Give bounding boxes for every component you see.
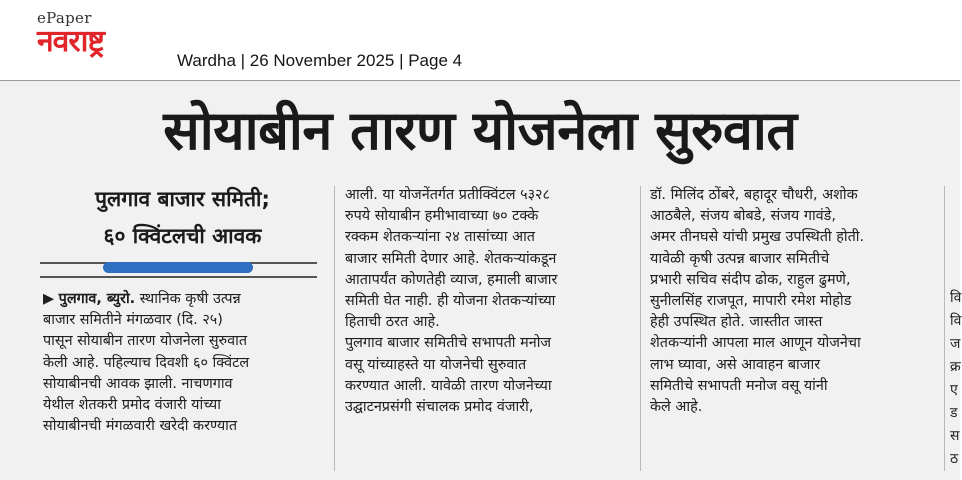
body-line: आली. या योजनेंतर्गत प्रतीक्विंटल ५३२८ — [345, 187, 551, 203]
fragment-glyph: वि — [950, 290, 962, 306]
body-line: प्रभारी सचिव संदीप ढोक, राहुल ढुमणे, — [650, 271, 851, 288]
article-column-1 — [43, 289, 328, 474]
body-line: समिती घेत नाही. ही योजना शेतकऱ्यांच्या — [345, 293, 556, 310]
body-line: येथील शेतकरी प्रमोद वंजारी यांच्या — [43, 397, 222, 414]
body-line: अमर तीनघसे यांची प्रमुख उपस्थिती होती. — [650, 229, 865, 246]
body-line: रुपये सोयाबीन हमीभावाच्या ७० टक्के — [345, 208, 539, 225]
fragment-glyph: ठ — [950, 451, 959, 467]
body-line — [43, 289, 328, 310]
fragment-glyph: स — [950, 428, 960, 444]
body-line: डॉ. मिलिंद ठोंबरे, बहादूर चौधरी, अशोक — [650, 187, 858, 203]
body-line: पासून सोयाबीन तारण योजनेला सुरुवात — [43, 333, 248, 350]
body-text: स्थानिक कृषी उत्पन्न — [135, 291, 241, 307]
body-line: रक्कम शेतकऱ्यांना २४ तासांच्या आत — [345, 229, 535, 246]
body-line: बाजार समिती देणार आहे. शेतकऱ्यांकडून — [345, 250, 557, 267]
fragment-glyph: वि — [950, 313, 962, 329]
fragment-glyph: ज — [950, 336, 961, 352]
subhead-rule — [40, 276, 317, 278]
edition-info: Wardha | 26 November 2025 | Page 4 — [177, 51, 463, 70]
body-line: सुनीलसिंह राजपूत, मापारी रमेश मोहोड — [650, 293, 852, 310]
fragment-glyph: ए — [950, 382, 958, 398]
fragment-glyph: क्र — [950, 359, 961, 375]
body-line: हेही उपस्थित होते. जास्तीत जास्त — [650, 314, 823, 331]
epaper-label: ePaper — [37, 9, 92, 27]
column-divider — [334, 186, 335, 471]
body-line: पुलगाव बाजार समितीचे सभापती मनोज — [345, 335, 552, 352]
epaper-header — [0, 0, 960, 81]
body-line: सोयाबीनची मंगळवारी खरेदी करण्यात — [43, 418, 238, 435]
body-line: उद्घाटनप्रसंगी संचालक प्रमोद वंजारी, — [345, 399, 534, 416]
body-line: केली आहे. पहिल्याच दिवशी ६० क्विंटल — [43, 354, 250, 371]
body-line: शेतकऱ्यांनी आपला माल आणून योजनेचा — [650, 335, 861, 352]
body-line: वसू यांच्याहस्ते या योजनेची सुरुवात — [345, 356, 527, 373]
body-line: करण्यात आली. यावेळी तारण योजनेच्या — [345, 377, 552, 394]
body-line: बाजार समितीने मंगळवार (दि. २५) — [43, 312, 223, 329]
body-line: आतापर्यंत कोणतेही व्याज, हमाली बाजार — [345, 271, 558, 288]
subheadline-line: पुलगाव बाजार समिती; — [95, 187, 270, 211]
fragment-glyph: ड — [950, 405, 958, 421]
body-line: लाभ घ्यावा, असे आवाहन बाजार — [650, 356, 821, 373]
article-headline: सोयाबीन तारण योजनेला सुरुवात — [163, 99, 797, 162]
newspaper-logo[interactable]: नवराष्ट्र — [37, 24, 104, 59]
subheadline-line: ६० क्विंटलची आवक — [103, 224, 262, 248]
subhead-accent-bar — [103, 262, 253, 273]
article-column-3 — [650, 185, 935, 475]
body-line: हिताची ठरत आहे. — [345, 314, 440, 331]
column-divider — [944, 186, 945, 471]
adjacent-article-fragment — [950, 287, 962, 477]
body-line: समितीचे सभापती मनोज वसू यांनी — [650, 377, 828, 394]
body-line: केले आहे. — [650, 399, 703, 416]
body-line: आठबैले, संजय बोबडे, संजय गावंडे, — [650, 208, 836, 225]
lead-arrow-icon: ▶ — [43, 291, 55, 307]
article-subheadline — [40, 181, 325, 255]
body-line: सोयाबीनची आवक झाली. नाचणगाव — [43, 375, 233, 392]
column-divider — [640, 186, 641, 471]
dateline: पुलगाव, ब्युरो. — [58, 291, 136, 307]
article-column-2 — [345, 185, 630, 475]
body-line: यावेळी कृषी उत्पन्न बाजार समितीचे — [650, 250, 830, 267]
